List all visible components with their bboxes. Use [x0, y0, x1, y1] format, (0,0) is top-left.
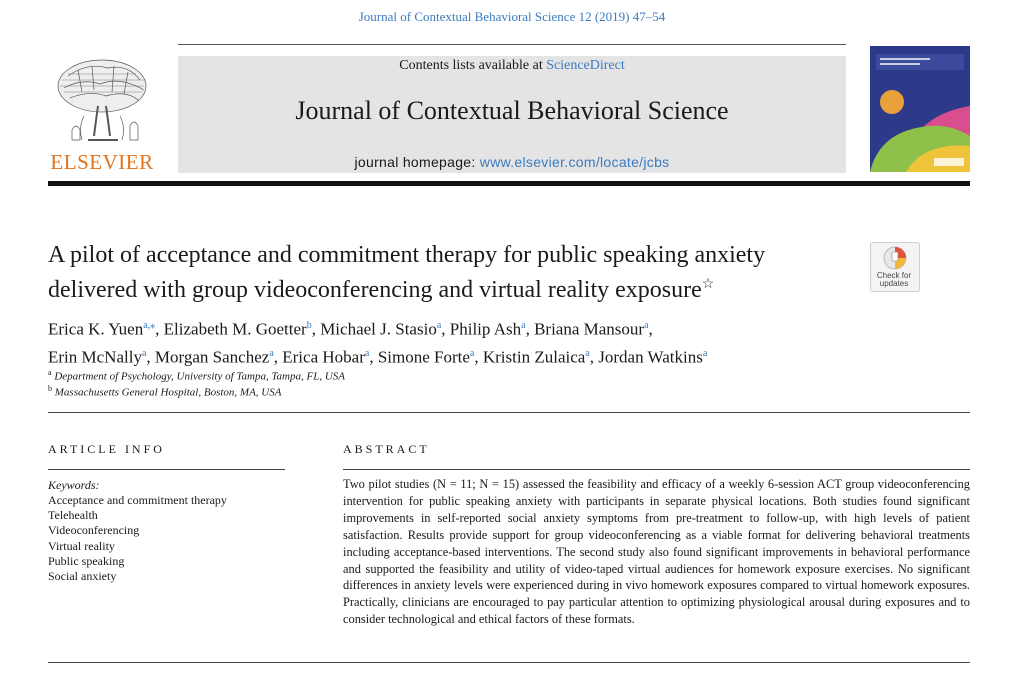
author-line-2: Erin McNally$^a$, Morgan Sanchez$^a$, Erica Hobar$^a$, Simone Forte$^a$, Kristin Zulaica$^a$, Jordan Watkins$^a$ — [48, 347, 708, 367]
author-affiliation-mark[interactable]: a — [141, 347, 147, 359]
keyword-item: Telehealth — [48, 508, 98, 523]
affiliation-a — [48, 368, 345, 383]
journal-homepage — [178, 154, 846, 170]
header-rule — [178, 44, 846, 45]
abstract-text: Two pilot studies (N = 11; N = 15) assessed the feasibility and efficacy of a weekly 6-session ACT group videoconferencing intervention for public speaking anxiety with participants in separate physical locations. Both studies found significant improvements in self-reported social anxiety symptoms from pre-treatment to follow-up, with high levels of patient satisfaction. Results provide support for group videoconferencing as a viable format for delivering behavioral treatments including acceptance-based interventions. The second study also found significant improvements in behavioral performance and supported the feasibility and utility of video-taped virtual audiences for homework exposure exercises. No significant differences in anxiety levels were experienced during in vivo homework exposures compared to virtual homework exposures. Practically, clinicians are encouraged to pay particular attention to optimizing physiological arousal during exposures and to consider technological and ethical factors of these formats. — [343, 477, 970, 627]
author-affiliation-mark[interactable]: a — [469, 347, 475, 359]
author-name[interactable]: Erin McNally — [48, 347, 142, 367]
affiliation-text: Massachusetts General Hospital, Boston, MA, USA — [54, 386, 282, 399]
homepage-link[interactable]: www.elsevier.com/locate/jcbs — [479, 154, 670, 170]
author-name[interactable]: Elizabeth M. Goetter — [163, 319, 307, 339]
author-affiliation-mark[interactable]: a,⁎ — [143, 320, 156, 331]
sciencedirect-link[interactable]: ScienceDirect — [546, 58, 625, 73]
title-line-1: A pilot of acceptance and commitment therapy for public speaking anxiety — [48, 242, 766, 268]
article-info-heading: ARTICLE INFO — [48, 442, 165, 456]
affiliation-mark: a — [48, 368, 52, 377]
author-list — [48, 314, 948, 369]
author-name[interactable]: Philip Ash — [449, 319, 522, 339]
author-affiliation-mark[interactable]: a — [364, 347, 370, 359]
title-footnote-star[interactable]: ☆ — [701, 277, 715, 292]
author-affiliation-mark[interactable]: a — [436, 320, 442, 331]
keywords-label: Keywords: — [48, 478, 100, 492]
author-affiliation-mark[interactable]: a — [521, 320, 526, 331]
author-affiliation-mark[interactable]: a — [269, 347, 274, 359]
check-for-updates-label: Check for updates — [876, 271, 912, 288]
section-divider — [48, 412, 970, 413]
author-name[interactable]: Michael J. Stasio — [320, 319, 437, 339]
journal-title: Journal of Contextual Behavioral Science — [295, 96, 729, 125]
affiliation-mark: b — [48, 384, 52, 393]
author-name[interactable]: Morgan Sanchez — [154, 347, 270, 367]
journal-cover-thumbnail[interactable] — [870, 46, 970, 172]
abstract-heading: ABSTRACT — [343, 442, 430, 456]
author-affiliation-mark[interactable]: a — [644, 320, 649, 331]
affiliation-text: Department of Psychology, University of Tampa, Tampa, FL, USA — [54, 370, 345, 383]
keyword-item: Videoconferencing — [48, 523, 140, 538]
article-title — [48, 240, 868, 305]
keywords-list — [48, 493, 227, 584]
abstract-rule — [343, 469, 970, 470]
author-affiliation-mark[interactable]: a — [702, 347, 708, 359]
keyword-item: Virtual reality — [48, 538, 115, 553]
author-name[interactable]: Erica K. Yuen — [48, 319, 144, 339]
author-affiliation-mark[interactable]: a — [585, 347, 590, 359]
author-name[interactable]: Jordan Watkins — [598, 347, 703, 367]
title-line-2-text: delivered with group videoconferencing and virtual reality exposure — [48, 277, 702, 303]
author-name[interactable]: Kristin Zulaica — [482, 347, 586, 367]
title-line-2 — [48, 270, 868, 305]
header-thick-rule — [48, 181, 970, 186]
author-name[interactable]: Simone Forte — [377, 347, 470, 367]
author-line-1: Erica K. Yuen$^{a,⁎}$, Elizabeth M. Goetter$^b$, Michael J. Stasio$^a$, Philip Ash$^a$, Briana Mansour$^a$, — [48, 319, 653, 339]
keyword-item: Public speaking — [48, 553, 125, 568]
article-info-rule — [48, 469, 285, 470]
affiliation-b — [48, 384, 281, 399]
author-name[interactable]: Briana Mansour — [534, 319, 645, 339]
keyword-item: Acceptance and commitment therapy — [48, 493, 227, 507]
contents-prefix: Contents lists available at — [399, 58, 547, 73]
keyword-item: Social anxiety — [48, 569, 117, 584]
journal-citation[interactable]: Journal of Contextual Behavioral Science 12 (2019) 47–54 — [358, 9, 666, 24]
elsevier-wordmark: ELSEVIER — [50, 150, 154, 174]
bottom-rule — [48, 662, 970, 663]
homepage-prefix: journal homepage: — [354, 154, 480, 170]
author-affiliation-mark[interactable]: b — [306, 320, 312, 331]
contents-availability — [178, 58, 846, 74]
author-name[interactable]: Erica Hobar — [282, 347, 365, 367]
